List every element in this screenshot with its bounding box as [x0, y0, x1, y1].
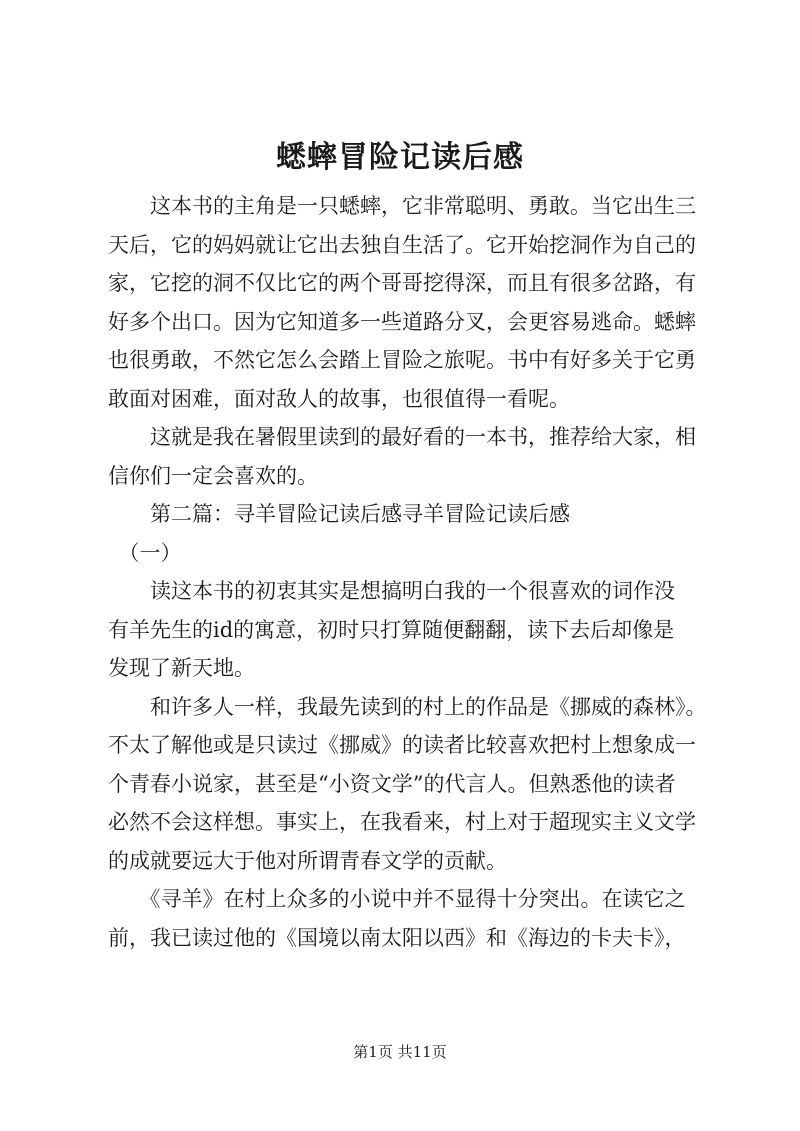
- section-heading-line: 第二篇：寻羊冒险记读后感寻羊冒险记读后感: [108, 502, 570, 526]
- body-line: 个青春小说家，甚至是“小资文学”的代言人。但熟悉他的读者: [108, 771, 676, 796]
- body-line: 不太了解他或是只读过《挪威》的读者比较喜欢把村上想象成一: [108, 733, 696, 757]
- body-line: 《寻羊》在村上众多的小说中并不显得十分突出。在读它之: [108, 887, 686, 911]
- body-line: 发现了新天地。: [108, 656, 255, 680]
- body-line: 和许多人一样，我最先读到的村上的作品是《挪威的森林》。: [108, 694, 707, 719]
- body-line: 天后，它的妈妈就让它出去独自生活了。它开始挖洞作为自己的: [108, 232, 696, 257]
- body-line: 的成就要远大于他对所谓青春文学的贡献。: [108, 848, 507, 873]
- body-line: 好多个出口。因为它知道多一些道路分叉，会更容易逃命。蟋蟀: [108, 309, 696, 334]
- body-line: 有羊先生的id的寓意，初时只打算随便翻翻，读下去后却像是: [108, 617, 675, 642]
- body-line: 必然不会这样想。事实上，在我看来，村上对于超现实主义文学: [108, 810, 696, 834]
- body-line: 信你们一定会喜欢的。: [108, 463, 318, 488]
- page-number-footer: 第1页 共11页: [353, 1043, 447, 1061]
- body-line: 前，我已读过他的《国境以南太阳以西》和《海边的卡夫卡》，: [108, 925, 686, 950]
- body-line: 家，它挖的洞不仅比它的两个哥哥挖得深，而且有很多岔路，有: [108, 271, 696, 295]
- body-line: 这本书的主角是一只蟋蟀，它非常聪明、勇敢。当它出生三: [108, 194, 696, 218]
- body-line: 这就是我在暑假里读到的最好看的一本书，推荐给大家，相: [108, 425, 696, 449]
- body-line: 也很勇敢，不然它怎么会踏上冒险之旅呢。书中有好多关于它勇: [108, 348, 696, 372]
- body-line: 敢面对困难，面对敌人的故事，也很值得一看呢。: [108, 386, 570, 411]
- body-line: 读这本书的初衷其实是想搞明白我的一个很喜欢的词作没: [108, 579, 675, 603]
- document-title: 蟋蟀冒险记读后感: [276, 140, 524, 175]
- section-number-line: （一）: [108, 540, 182, 565]
- document-body: [108, 187, 707, 957]
